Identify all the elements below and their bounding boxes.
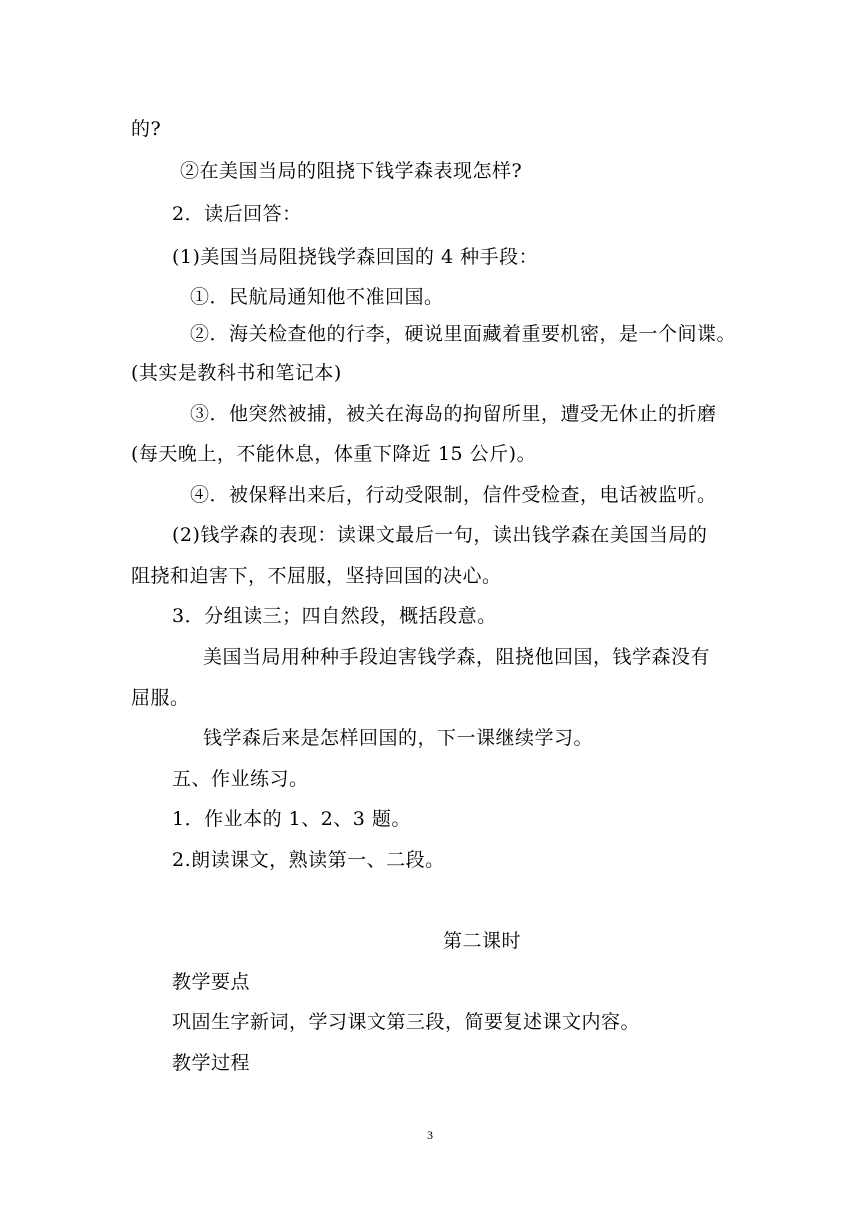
text-line: 美国当局用种种手段迫害钱学森，阻挠他回国，钱学森没有 [203, 646, 711, 668]
text-line: 教学过程 [172, 1052, 251, 1074]
text-line: ②．海关检查他的行李，硬说里面藏着重要机密，是一个间谍。 [190, 323, 737, 345]
text-line: ④．被保释出来后，行动受限制，信件受检查，电话被监听。 [190, 484, 717, 506]
text-line: 五、作业练习。 [172, 768, 309, 790]
text-line: 3．分组读三；四自然段，概括段意。 [172, 605, 497, 627]
text-line: 教学要点 [172, 971, 251, 993]
text-line: 钱学森后来是怎样回国的，下一课继续学习。 [203, 727, 594, 749]
text-line: 巩固生字新词，学习课文第三段，简要复述课文内容。 [172, 1011, 641, 1033]
text-line: 的? [131, 118, 162, 140]
text-line: 1．作业本的 1、2、3 题。 [172, 808, 411, 830]
text-line: ①．民航局通知他不准回国。 [190, 286, 444, 308]
text-line: 2．读后回答： [172, 203, 302, 225]
text-line: 阻挠和迫害下，不屈服，坚持回国的决心。 [131, 565, 502, 587]
text-line: 2.朗读课文，熟读第一、二段。 [172, 849, 445, 871]
text-line: (1)美国当局阻挠钱学森回国的 4 种手段： [172, 246, 539, 268]
page-number: 3 [427, 1128, 433, 1142]
text-line: (每天晚上，不能休息，体重下降近 15 公斤)。 [131, 443, 537, 465]
text-line: ③．他突然被捕，被关在海岛的拘留所里，遭受无休止的折磨 [190, 403, 717, 425]
text-line: ②在美国当局的阻挠下钱学森表现怎样? [180, 160, 523, 182]
text-line: 屈服。 [131, 687, 190, 709]
section-title: 第二课时 [443, 930, 522, 952]
text-line: (2)钱学森的表现：读课文最后一句，读出钱学森在美国当局的 [172, 524, 708, 546]
text-line: (其实是教科书和笔记本) [131, 362, 342, 384]
